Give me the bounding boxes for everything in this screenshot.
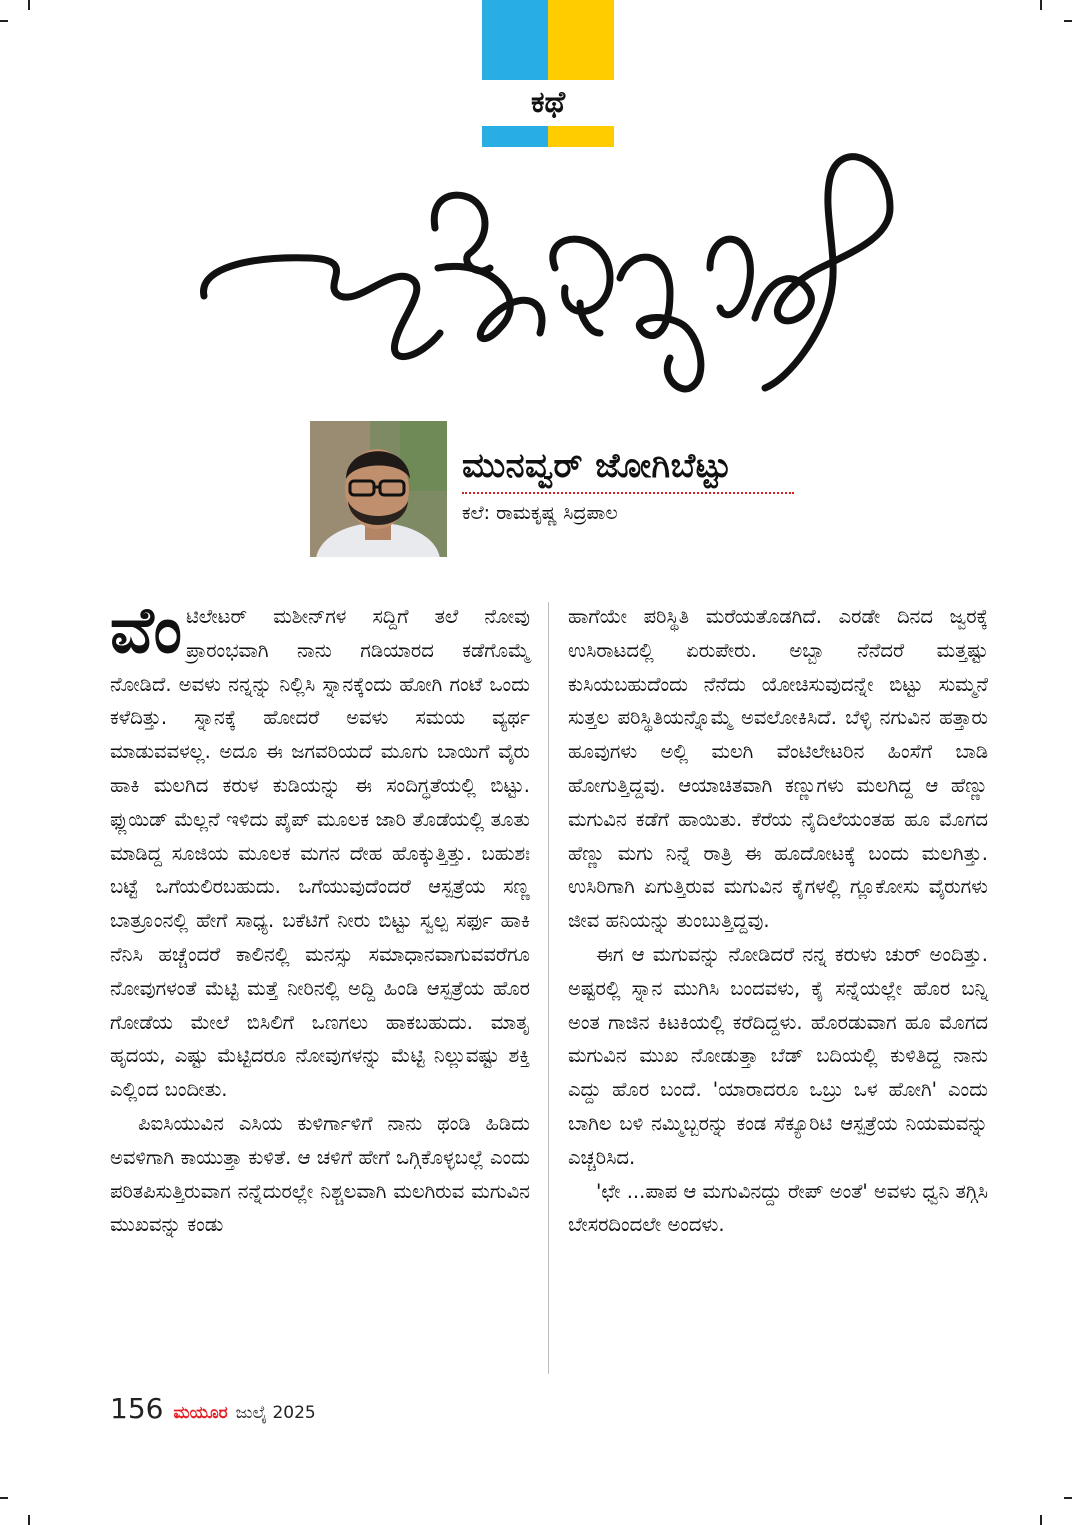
- magazine-logo: ಮಯೂರ: [173, 1403, 228, 1423]
- crop-mark: [28, 0, 30, 10]
- paragraph: ಹಾಗೆಯೇ ಪರಿಸ್ಥಿತಿ ಮರೆಯತೊಡಗಿದೆ. ಎರಡೇ ದಿನದ ಜ್ವರಕ್ಕೆ ಉಸಿರಾಟದಲ್ಲಿ ಏರುಪೇರು. ಅಬ್ಬಾ ನೆನೆದರೆ ಮತ್ತಷ್ಟು ಕುಸಿಯಬಹುದೆಂದು ನೆನೆದು ಯೋಚಿಸುವುದನ್ನೇ ಬಿಟ್ಟು ಸುಮ್ಮನೆ ಸುತ್ತಲ ಪರಿಸ್ಥಿತಿಯನ್ನೊಮ್ಮೆ ಅವಲೋಕಿಸಿದೆ. ಬೆಳ್ಳಿ ನಗುವಿನ ಹತ್ತಾರು ಹೂವುಗಳು ಅಲ್ಲಿ ಮಲಗಿ ವೆಂಟಿಲೇಟರಿನ ಹಿಂಸೆಗೆ ಬಾಡಿ ಹೋಗುತ್ತಿದ್ದವು. ಆಯಾಚಿತವಾಗಿ ಕಣ್ಣುಗಳು ಮಲಗಿದ್ದ ಆ ಹೆಣ್ಣು ಮಗುವಿನ ಕಡೆಗೆ ಹಾಯಿತು. ಕೆರೆಯ ನೈದಿಲೆಯಂತಹ ಹೂ ಮೊಗದ ಹೆಣ್ಣು ಮಗು ನಿನ್ನೆ ರಾತ್ರಿ ಈ ಹೂದೋಟಕ್ಕೆ ಬಂದು ಮಲಗಿತ್ತು. ಉಸಿರಿಗಾಗಿ ಏಗುತ್ತಿರುವ ಮಗುವಿನ ಕೈಗಳಲ್ಲಿ ಗ್ಲೂಕೋಸು ವೈರುಗಳು ಜೀವ ಹನಿಯನ್ನು ತುಂಬುತ್ತಿದ್ದವು.: [568, 605, 988, 933]
- author-name: ಮುನವ್ವರ್ ಜೋಗಿಬೆಟ್ಟು: [462, 446, 732, 486]
- drop-cap: ವೆಂ: [110, 594, 182, 668]
- crop-mark: [1064, 20, 1072, 22]
- crop-mark: [0, 1497, 8, 1499]
- crop-mark: [28, 1515, 30, 1525]
- paragraph: ಈಗ ಆ ಮಗುವನ್ನು ನೋಡಿದರೆ ನನ್ನ ಕರುಳು ಚುರ್ ಅಂದಿತ್ತು. ಅಷ್ಟರಲ್ಲಿ ಸ್ನಾನ ಮುಗಿಸಿ ಬಂದವಳು, ಕೈ ಸನ್ನೆಯಲ್ಲೇ ಹೊರ ಬನ್ನಿ ಅಂತ ಗಾಜಿನ ಕಿಟಕಿಯಲ್ಲಿ ಕರೆದಿದ್ದಳು. ಹೊರಡುವಾಗ ಹೂ ಮೊಗದ ಮಗುವಿನ ಮುಖ ನೋಡುತ್ತಾ ಬೆಡ್ ಬದಿಯಲ್ಲಿ ಕುಳಿತಿದ್ದ ನಾನು ಎದ್ದು ಹೊರ ಬಂದೆ. 'ಯಾರಾದರೂ ಒಬ್ರು ಒಳ ಹೋಗಿ' ಎಂದು ಬಾಗಿಲ ಬಳಿ ನಮ್ಮಿಬ್ಬರನ್ನು ಕಂಡ ಸೆಕ್ಯೂರಿಟಿ ಆಸ್ಪತ್ರೆಯ ನಿಯಮವನ್ನು ಎಚ್ಚರಿಸಿದ.: [568, 942, 988, 1169]
- crop-mark: [1064, 1497, 1072, 1499]
- section-label: ಕಥೆ: [530, 85, 566, 120]
- paragraph: ಪಿಐಸಿಯುವಿನ ಎಸಿಯ ಕುಳಿರ್ಗಾಳಿಗೆ ನಾನು ಥಂಡಿ ಹಿಡಿದು ಅವಳಿಗಾಗಿ ಕಾಯುತ್ತಾ ಕುಳಿತೆ. ಆ ಚಳಿಗೆ ಹೇಗೆ ಒಗ್ಗಿಕೊಳ್ಳಬಲ್ಲೆ ಎಂದು ಪರಿತಪಿಸುತ್ತಿರುವಾಗ ನನ್ನೆದುರಲ್ಲೇ ನಿಶ್ಚಲವಾಗಿ ಮಲಗಿರುವ ಮಗುವಿನ ಮುಖವನ್ನು ಕಂಡು: [110, 1111, 530, 1237]
- paragraph: 'ಛೇ ...ಪಾಪ ಆ ಮಗುವಿನದ್ದು ರೇಪ್ ಅಂತೆ' ಅವಳು ಧ್ವನಿ ತಗ್ಗಿಸಿ ಬೇಸರದಿಂದಲೇ ಅಂದಳು.: [568, 1179, 988, 1237]
- crop-mark: [1040, 0, 1042, 10]
- column-divider: [548, 602, 549, 1374]
- story-title: [190, 118, 910, 408]
- title-calligraphy: [190, 118, 910, 408]
- paragraph: ವೆಂಟಿಲೇಟರ್ ಮಶೀನ್‌ಗಳ ಸದ್ದಿಗೆ ತಲೆ ನೋವು ಪ್ರಾರಂಭವಾಗಿ ನಾನು ಗಡಿಯಾರದ ಕಡೆಗೊಮ್ಮೆ ನೋಡಿದೆ. ಅವಳು ನನ್ನನ್ನು ನಿಲ್ಲಿಸಿ ಸ್ನಾನಕ್ಕೆಂದು ಹೋಗಿ ಗಂಟೆ ಒಂದು ಕಳೆದಿತ್ತು. ಸ್ನಾನಕ್ಕೆ ಹೋದರೆ ಅವಳು ಸಮಯ ವ್ಯರ್ಥ ಮಾಡುವವಳಲ್ಲ. ಅದೂ ಈ ಜಗವರಿಯದೆ ಮೂಗು ಬಾಯಿಗೆ ವೈರು ಹಾಕಿ ಮಲಗಿದ ಕರುಳ ಕುಡಿಯನ್ನು ಈ ಸಂದಿಗ್ಧತೆಯಲ್ಲಿ ಬಿಟ್ಟು. ಫ್ಲುಯಿಡ್ ಮೆಲ್ಲನೆ ಇಳಿದು ಪೈಪ್ ಮೂಲಕ ಜಾರಿ ತೊಡೆಯಲ್ಲಿ ತೂತು ಮಾಡಿದ್ದ ಸೂಜಿಯ ಮೂಲಕ ಮಗನ ದೇಹ ಹೊಕ್ಕುತ್ತಿತ್ತು. ಬಹುಶಃ ಬಟ್ಟೆ ಒಗೆಯಲಿರಬಹುದು. ಒಗೆಯುವುದೆಂದರೆ ಆಸ್ಪತ್ರೆಯ ಸಣ್ಣ ಬಾತ್ರೂಂನಲ್ಲಿ ಹೇಗೆ ಸಾಧ್ಯ. ಬಕೆಟಿಗೆ ನೀರು ಬಿಟ್ಟು ಸ್ವಲ್ಪ ಸರ್ಫು ಹಾಕಿ ನೆನಿಸಿ ಹಚ್ಚೆಂದರೆ ಕಾಲಿನಲ್ಲಿ ಮನಸ್ಸು ಸಮಾಧಾನವಾಗುವವರೆಗೂ ನೋವುಗಳಂತೆ ಮೆಟ್ಟಿ ಮತ್ತೆ ನೀರಿನಲ್ಲಿ ಅದ್ದಿ ಹಿಂಡಿ ಆಸ್ಪತ್ರೆಯ ಹೊರ ಗೋಡೆಯ ಮೇಲೆ ಬಿಸಿಲಿಗೆ ಒಣಗಲು ಹಾಕಬಹುದು. ಮಾತೃ ಹೃದಯ, ಎಷ್ಟು ಮೆಟ್ಟಿದರೂ ನೋವುಗಳನ್ನು ಮೆಟ್ಟಿ ನಿಲ್ಲುವಷ್ಟು ಶಕ್ತಿ ಎಲ್ಲಿಂದ ಬಂದೀತು.: [110, 594, 530, 1102]
- body-column-right: [568, 600, 988, 1242]
- crop-mark: [1040, 1515, 1042, 1525]
- page-footer: [110, 1392, 316, 1425]
- badge-color-bar: [482, 0, 614, 80]
- body-column-left: [110, 594, 530, 1242]
- author-photo: [310, 421, 447, 557]
- illustrator-credit: ಕಲೆ: ರಾಮಕೃಷ್ಣ ಸಿದ್ರಪಾಲ: [462, 502, 618, 524]
- issue-date: ಜುಲೈ 2025: [235, 1403, 316, 1423]
- page-number: 156: [110, 1392, 164, 1425]
- author-divider: [462, 492, 794, 494]
- crop-mark: [0, 20, 8, 22]
